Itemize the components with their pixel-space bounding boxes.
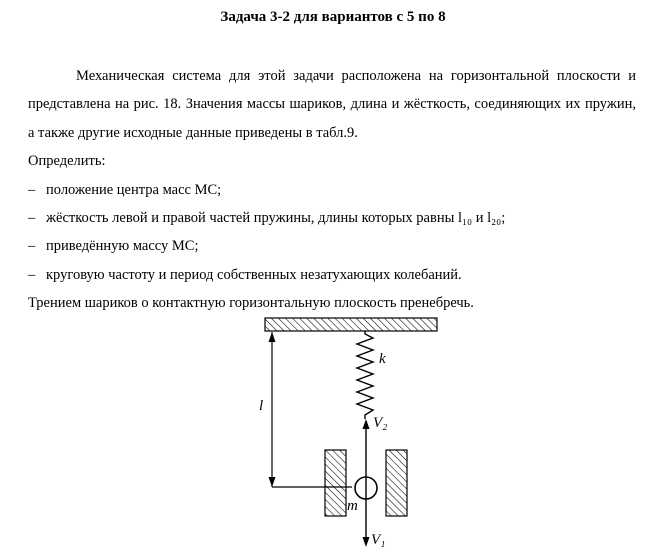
guide-block-left: [325, 450, 346, 516]
figure-18: [0, 316, 666, 556]
determine-label: Определить:: [28, 153, 106, 170]
dimension-arrow-down-icon: [269, 477, 276, 487]
list-item-text: жёсткость левой и правой частей пружины, длины которых равны l₁₀ и l₂₀;: [46, 210, 506, 227]
list-item-marker: –: [28, 238, 36, 255]
spring: [357, 331, 373, 419]
page-title: Задача 3-2 для вариантов с 5 по 8: [220, 9, 446, 25]
list-item-text: круговую частоту и период собственных незатухающих колебаний.: [46, 266, 462, 283]
velocity-down-arrow-icon: [363, 537, 370, 547]
list-item-marker: –: [28, 181, 36, 198]
mass-label: m: [347, 498, 358, 514]
velocity-down-label: V₁: [371, 532, 386, 548]
footnote-line: Трением шариков о контактную горизонтальную плоскость пренебречь.: [28, 295, 474, 312]
guide-block-right: [386, 450, 407, 516]
list-item: [28, 261, 636, 289]
problem-statement: [28, 62, 636, 318]
list-item-marker: –: [28, 266, 36, 283]
list-item-text: приведённую массу МС;: [46, 238, 199, 255]
velocity-up-label: V₂: [373, 415, 388, 431]
list-item-text: положение центра масс МС;: [46, 181, 222, 198]
task-list: [28, 176, 636, 290]
mechanical-system-diagram: [0, 316, 666, 556]
list-item: [28, 176, 636, 204]
dimension-arrow-up-icon: [269, 332, 276, 342]
spring-stiffness-label: k: [379, 351, 386, 367]
intro-paragraph: Механическая система для этой задачи расположена на горизонтальной плоскости и представлена на рис. 18. Значения массы шариков, длина и жёсткость, соединяющих их пружин, а также другие исходные данные приведены в табл.9.: [28, 68, 636, 141]
list-item: [28, 204, 636, 232]
velocity-up-arrow-icon: [363, 419, 370, 429]
ceiling-hatch: [265, 318, 437, 331]
list-item-marker: –: [28, 210, 36, 227]
list-item: [28, 232, 636, 260]
length-label: l: [259, 398, 264, 414]
